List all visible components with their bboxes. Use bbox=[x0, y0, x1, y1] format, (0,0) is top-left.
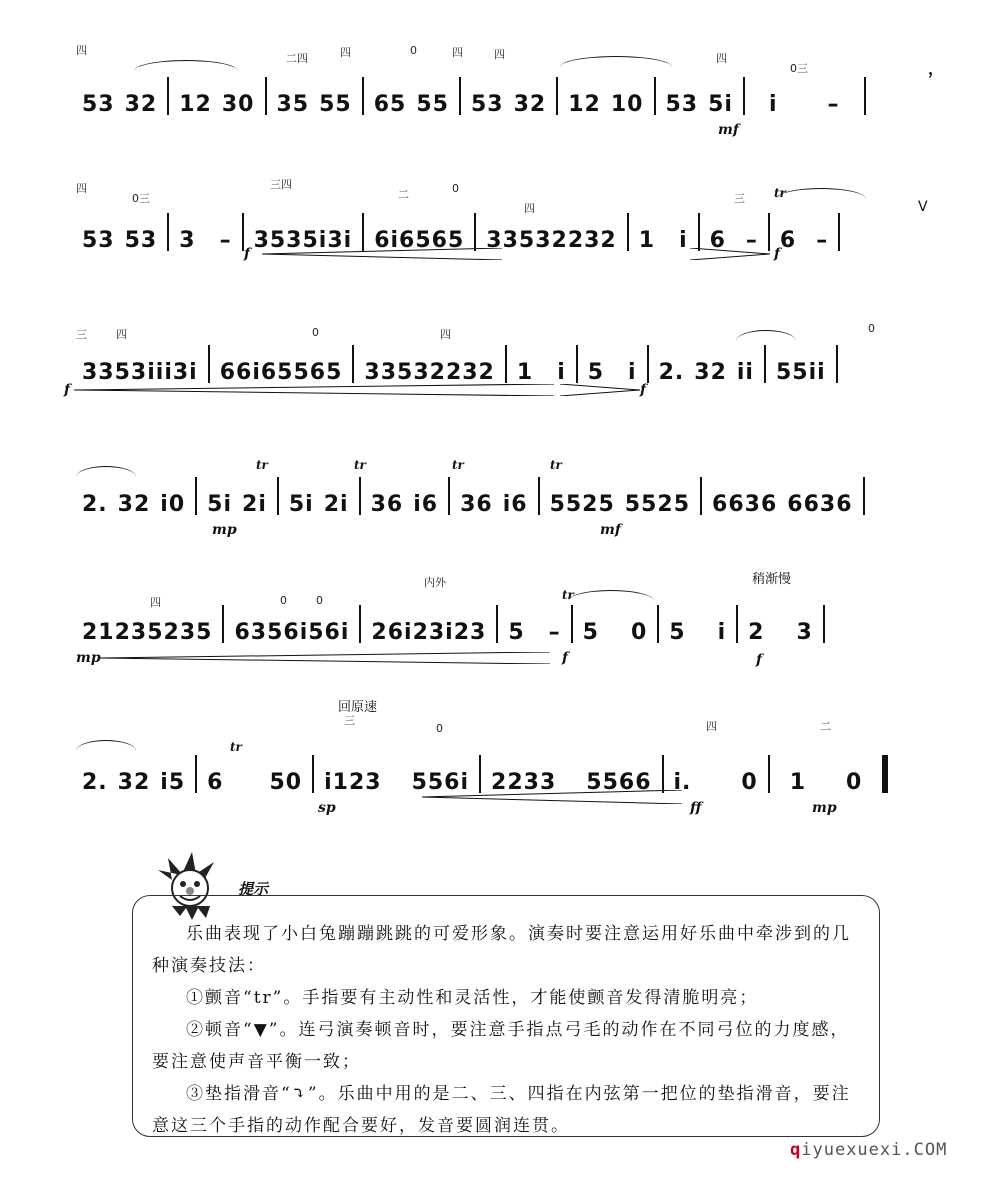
fingering-mark: 四 bbox=[716, 52, 727, 65]
fingering-mark: 0 bbox=[410, 44, 417, 57]
measure bbox=[507, 344, 576, 384]
barline bbox=[836, 345, 838, 383]
measure bbox=[702, 476, 862, 516]
note-group: 36 bbox=[370, 492, 404, 517]
watermark bbox=[790, 1140, 947, 1160]
measure bbox=[656, 76, 743, 116]
note-group: 5525 bbox=[549, 492, 615, 517]
measure bbox=[664, 754, 768, 794]
measure bbox=[770, 754, 883, 794]
measure bbox=[72, 76, 167, 116]
fingering-mark: 四 bbox=[150, 596, 161, 609]
note-group: 32 bbox=[117, 770, 151, 795]
note-group: 3 bbox=[796, 620, 813, 645]
fingering-mark: 0 bbox=[312, 326, 319, 339]
measure bbox=[314, 754, 479, 794]
score-line-1 bbox=[0, 30, 1008, 150]
dynamic-mark: mf bbox=[600, 522, 621, 538]
measure bbox=[578, 344, 647, 384]
measure bbox=[210, 344, 353, 384]
dynamic-mark: mp bbox=[812, 800, 837, 816]
note-group: 5 bbox=[669, 620, 686, 645]
measure bbox=[72, 344, 208, 384]
note-group: 66i65565 bbox=[219, 360, 343, 385]
fingering-mark: 二 bbox=[820, 720, 831, 733]
dynamic-mark: f bbox=[774, 246, 781, 262]
note-group: i bbox=[717, 620, 727, 645]
note-group: 6636 bbox=[712, 492, 778, 517]
fingering-mark: 0 bbox=[280, 594, 287, 607]
measure bbox=[279, 476, 359, 516]
note-group: 6636 bbox=[787, 492, 853, 517]
note-group: – bbox=[827, 92, 840, 117]
note-group: 55ii bbox=[775, 360, 826, 385]
fingering-mark: 三 bbox=[344, 714, 355, 727]
measure bbox=[361, 604, 496, 644]
note-group: 65 bbox=[373, 92, 407, 117]
trill-mark: tr bbox=[550, 458, 562, 472]
fingering-mark: 四 bbox=[76, 44, 87, 57]
tempo-marking: 回原速 bbox=[338, 700, 378, 715]
fingering-mark: 0 bbox=[868, 322, 875, 335]
note-group: – bbox=[548, 620, 561, 645]
measure bbox=[169, 212, 241, 252]
note-group: 2. bbox=[82, 492, 108, 517]
note-group: 32 bbox=[513, 92, 547, 117]
note-group: 5525 bbox=[624, 492, 691, 517]
slur bbox=[736, 330, 796, 341]
fingering-mark: 四 bbox=[706, 720, 717, 733]
note-group: 0 bbox=[741, 770, 758, 795]
note-group: 1 bbox=[516, 360, 534, 385]
note-group: – bbox=[816, 228, 829, 253]
note-group: i5 bbox=[160, 770, 186, 795]
dynamic-mark: sp bbox=[318, 800, 336, 816]
measure bbox=[450, 476, 537, 516]
barline bbox=[864, 77, 866, 115]
dynamic-mark: mf bbox=[718, 122, 739, 138]
dynamic-mark: f bbox=[562, 650, 569, 666]
bow-mark: V bbox=[918, 199, 929, 215]
barline bbox=[823, 605, 825, 643]
slur bbox=[776, 188, 866, 199]
tempo-marking: 稍渐慢 bbox=[752, 572, 792, 587]
note-group: 55 bbox=[319, 92, 352, 117]
crescendo-hairpin bbox=[690, 248, 770, 260]
note-group: 30 bbox=[221, 92, 255, 117]
measure bbox=[267, 76, 362, 116]
trill-mark: tr bbox=[256, 458, 268, 472]
note-group: 53 bbox=[82, 228, 115, 253]
crescendo-hairpin bbox=[560, 384, 640, 396]
measure bbox=[354, 344, 504, 384]
dynamic-mark: f bbox=[64, 382, 71, 398]
score-line-5 bbox=[0, 560, 1008, 680]
note-group: 12 bbox=[568, 92, 601, 117]
note-group: 32 bbox=[117, 492, 151, 517]
staff-row bbox=[72, 212, 948, 252]
note-group: i bbox=[557, 360, 566, 385]
note-group: 3 bbox=[179, 228, 196, 253]
note-group: 556i bbox=[411, 770, 470, 795]
barline bbox=[863, 477, 865, 515]
fingering-mark: 四 bbox=[116, 328, 127, 341]
measure bbox=[169, 76, 264, 116]
note-group: 50 bbox=[269, 770, 303, 795]
fingering-mark: 四 bbox=[452, 46, 463, 59]
tip-paragraph: ②顿音“▼”。连弓演奏顿音时，要注意手指点弓毛的动作在不同弓位的力度感，要注意使声音平衡一致； bbox=[152, 1020, 850, 1072]
note-group: 6356i56i bbox=[234, 620, 350, 645]
note-group: 5i bbox=[207, 492, 233, 517]
crescendo-hairpin bbox=[262, 248, 502, 260]
measure bbox=[364, 76, 459, 116]
note-group: 53 bbox=[665, 92, 699, 117]
measure bbox=[659, 604, 736, 644]
tip-title: 提示 bbox=[238, 880, 269, 898]
staff-row bbox=[72, 754, 948, 794]
measure bbox=[738, 604, 823, 644]
measure bbox=[197, 754, 312, 794]
tip-text bbox=[152, 918, 864, 1142]
measure bbox=[244, 212, 363, 252]
staff-row bbox=[72, 476, 948, 516]
breath-mark: ， bbox=[928, 59, 946, 78]
note-group: – bbox=[219, 228, 232, 253]
dynamic-mark: f bbox=[640, 382, 647, 398]
tip-paragraph: ③垫指滑音“⤵”。乐曲中用的是二、三、四指在内弦第一把位的垫指滑音，要注意这三个手指的动作配合要好，发音要圆润连贯。 bbox=[152, 1084, 851, 1136]
measure bbox=[649, 344, 764, 384]
note-group: 6 bbox=[779, 228, 797, 253]
fingering-mark: 四 bbox=[494, 48, 505, 61]
note-group: 3535i3i bbox=[253, 228, 353, 253]
measure bbox=[766, 344, 836, 384]
crescendo-hairpin bbox=[100, 652, 550, 664]
note-group: ii bbox=[736, 360, 754, 385]
fingering-mark: 二 bbox=[398, 188, 409, 201]
measure bbox=[498, 604, 570, 644]
note-group: 21235235 bbox=[82, 620, 213, 645]
note-group: i123 bbox=[324, 770, 382, 795]
slur bbox=[134, 60, 238, 71]
fingering-mark: 四 bbox=[76, 182, 87, 195]
note-group: 33532232 bbox=[364, 360, 495, 385]
note-group: i bbox=[679, 228, 688, 253]
fingering-mark: 0三 bbox=[132, 192, 150, 205]
note-group: 1 bbox=[789, 770, 807, 795]
note-group: 53 bbox=[124, 228, 158, 253]
score-line-4 bbox=[0, 432, 1008, 552]
note-group: 2. bbox=[658, 360, 685, 385]
note-group: 3353iii3i bbox=[82, 360, 198, 385]
measure bbox=[476, 212, 626, 252]
measure bbox=[197, 476, 277, 516]
dynamic-mark: f bbox=[756, 652, 763, 668]
fingering-mark: 内外 bbox=[424, 576, 446, 589]
note-group: 36 bbox=[460, 492, 493, 517]
note-group: 6 bbox=[207, 770, 224, 795]
measure bbox=[224, 604, 359, 644]
tip-paragraph: ①颤音“tr”。手指要有主动性和灵活性，才能使颤音发得清脆明亮； bbox=[186, 988, 759, 1008]
note-group: 5 bbox=[582, 620, 599, 645]
fingering-mark: 0三 bbox=[790, 62, 808, 75]
note-group: 33532232 bbox=[486, 228, 617, 253]
fingering-mark: 四 bbox=[524, 202, 535, 215]
dynamic-mark: mp bbox=[212, 522, 237, 538]
fingering-mark: 四 bbox=[440, 328, 451, 341]
staff-row bbox=[72, 604, 948, 644]
trill-mark: tr bbox=[354, 458, 366, 472]
trill-mark: tr bbox=[452, 458, 464, 472]
dynamic-mark: ff bbox=[690, 800, 702, 816]
trill-mark: tr bbox=[774, 186, 786, 200]
measure bbox=[573, 604, 658, 644]
note-group: 1 bbox=[638, 228, 656, 253]
note-group: 5i bbox=[288, 492, 314, 517]
final-barline bbox=[882, 755, 888, 793]
crescendo-hairpin bbox=[422, 790, 682, 804]
barline bbox=[838, 213, 840, 251]
measure bbox=[745, 76, 864, 116]
fingering-mark: 0 bbox=[452, 182, 459, 195]
note-group: 0 bbox=[846, 770, 863, 795]
score-line-6 bbox=[0, 692, 1008, 816]
note-group: 2 bbox=[748, 620, 765, 645]
note-group: 5566 bbox=[586, 770, 652, 795]
note-group: 26i23i23 bbox=[371, 620, 487, 645]
measure bbox=[558, 76, 653, 116]
measure bbox=[770, 212, 838, 252]
staff-row bbox=[72, 76, 948, 116]
tip-paragraph: 乐曲表现了小白兔蹦蹦跳跳的可爱形象。演奏时要注意运用好乐曲中牵涉到的几种演奏技法： bbox=[152, 924, 851, 976]
score-line-2 bbox=[0, 168, 1008, 288]
note-group: 55 bbox=[416, 92, 449, 117]
measure bbox=[72, 212, 167, 252]
note-group: i6 bbox=[413, 492, 439, 517]
fingering-mark: 三四 bbox=[270, 178, 292, 191]
note-group: 32 bbox=[694, 360, 727, 385]
note-group: i6 bbox=[502, 492, 528, 517]
note-group: i. bbox=[673, 770, 692, 795]
fingering-mark: 三 bbox=[734, 192, 745, 205]
note-group: 6 bbox=[709, 228, 726, 253]
slur bbox=[560, 56, 672, 67]
dynamic-mark: f bbox=[244, 246, 251, 262]
watermark-text: iyuexuexi.COM bbox=[801, 1140, 948, 1160]
measure bbox=[629, 212, 698, 252]
fingering-mark: 0 bbox=[316, 594, 323, 607]
note-group: 35 bbox=[276, 92, 310, 117]
trill-mark: tr bbox=[562, 588, 574, 602]
note-group: 12 bbox=[179, 92, 212, 117]
trill-mark: tr bbox=[230, 740, 242, 754]
measure bbox=[72, 604, 222, 644]
measure bbox=[72, 754, 195, 794]
note-group: – bbox=[745, 228, 758, 253]
measure bbox=[540, 476, 700, 516]
dynamic-mark: mp bbox=[76, 650, 101, 666]
note-group: 2i bbox=[242, 492, 267, 517]
note-group: 6i6565 bbox=[374, 228, 465, 253]
note-group: 0 bbox=[630, 620, 648, 645]
note-group: 53 bbox=[471, 92, 504, 117]
slur bbox=[76, 740, 136, 751]
crescendo-hairpin bbox=[74, 384, 554, 396]
note-group: 5 bbox=[587, 360, 605, 385]
measure bbox=[364, 212, 474, 252]
note-group: i bbox=[628, 360, 637, 385]
note-group: 5 bbox=[508, 620, 525, 645]
slur bbox=[568, 590, 654, 601]
score-line-3 bbox=[0, 300, 1008, 420]
staff-row bbox=[72, 344, 948, 384]
measure bbox=[72, 476, 195, 516]
measure bbox=[461, 76, 556, 116]
fingering-mark: 三 bbox=[76, 328, 87, 341]
note-group: 10 bbox=[610, 92, 644, 117]
measure bbox=[700, 212, 768, 252]
measure bbox=[361, 476, 448, 516]
note-group: 2. bbox=[82, 770, 108, 795]
note-group: 53 bbox=[82, 92, 115, 117]
note-group: 2233 bbox=[491, 770, 557, 795]
note-group: 32 bbox=[124, 92, 158, 117]
fingering-mark: 四 bbox=[340, 46, 351, 59]
measure bbox=[481, 754, 661, 794]
fingering-mark: 0 bbox=[436, 722, 443, 735]
note-group: 2i bbox=[323, 492, 349, 517]
watermark-logo: q bbox=[790, 1140, 802, 1160]
note-group: i0 bbox=[160, 492, 186, 517]
fingering-mark: 二四 bbox=[286, 52, 308, 65]
note-group: i bbox=[768, 92, 778, 117]
note-group: 5i bbox=[708, 92, 733, 117]
